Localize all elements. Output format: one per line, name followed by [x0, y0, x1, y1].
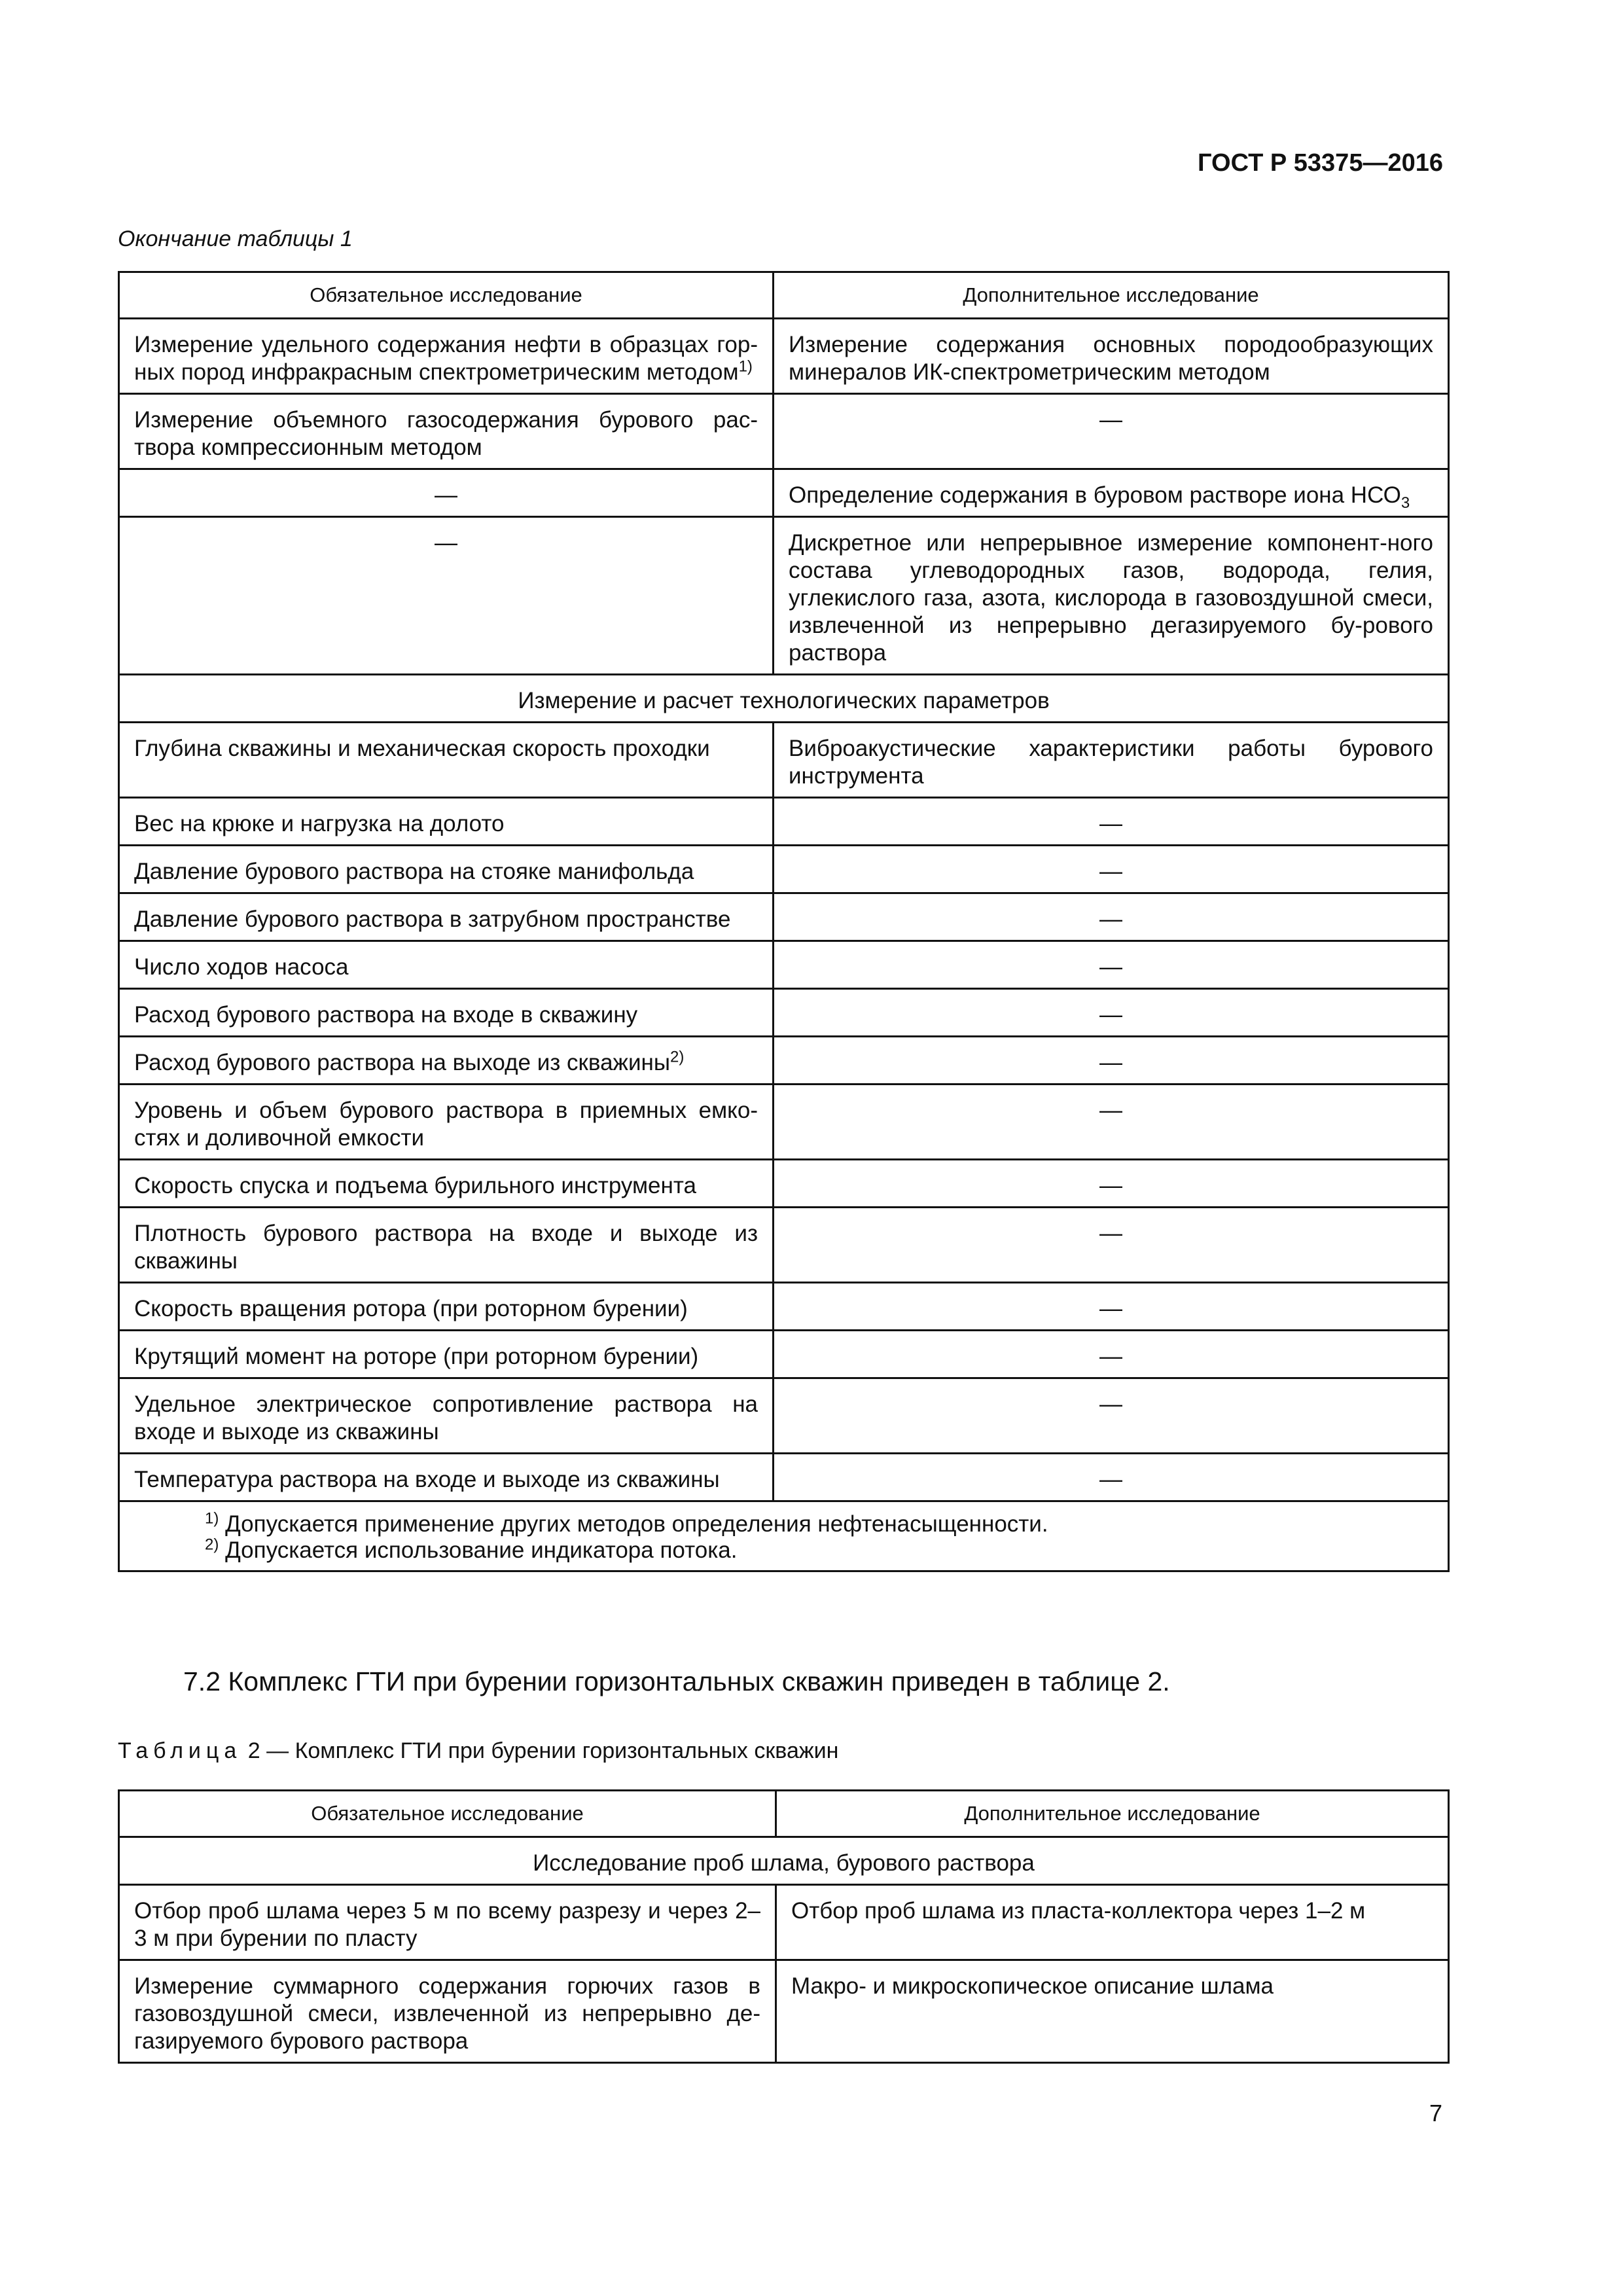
table-row: [119, 1208, 1449, 1283]
table-cell: Скорость спуска и подъема бурильного инструмента: [119, 1160, 774, 1208]
table-row: [119, 1160, 1449, 1208]
table-cell: Измерение суммарного содержания горючих газов в газовоздушной смеси, извлеченной из непрерывно де-газируемого бурового раствора: [119, 1960, 776, 2063]
table1-column-header: Дополнительное исследование: [774, 272, 1449, 319]
table-cell: Вес на крюке и нагрузка на долото: [119, 798, 774, 846]
table-row: [119, 1454, 1449, 1501]
table-row: [119, 723, 1449, 798]
table-cell: —: [774, 989, 1449, 1037]
table-cell: Уровень и объем бурового раствора в приемных емко-стях и доливочной емкости: [119, 1085, 774, 1160]
table-cell: —: [774, 893, 1449, 941]
table-cell: Температура раствора на входе и выходе из скважины: [119, 1454, 774, 1501]
table-cell: Давление бурового раствора на стояке манифольда: [119, 846, 774, 893]
footnote: $^{2)}$ Допускается использование индикатора потока.: [205, 1535, 738, 1563]
table-row: [119, 798, 1449, 846]
table-cell: Дискретное или непрерывное измерение компонент-ного состава углеводородных газов, водорода, гелия, углекислого газа, азота, кислорода в газовоздушной смеси, извлеченной из непрерывно дегазируемого бу-рового раствора: [774, 517, 1449, 675]
table-row: [119, 893, 1449, 941]
table-section-heading: Измерение и расчет технологических параметров: [119, 675, 1449, 723]
table2-header-row: [119, 1791, 1449, 1837]
table1-caption: Окончание таблицы 1: [118, 226, 353, 251]
table-cell: Давление бурового раствора в затрубном пространстве: [119, 893, 774, 941]
table-cell: Плотность бурового раствора на входе и выходе из скважины: [119, 1208, 774, 1283]
table-cell: Глубина скважины и механическая скорость проходки: [119, 723, 774, 798]
table-row: [119, 517, 1449, 675]
table-row: [119, 1331, 1449, 1378]
table-row: [119, 1085, 1449, 1160]
table-row: [119, 989, 1449, 1037]
standard-number: ГОСТ Р 53375—2016: [1198, 149, 1443, 177]
table1-column-header: Обязательное исследование: [119, 272, 774, 319]
table1: [118, 271, 1450, 1572]
footnote: $^{1)}$ Допускается применение других методов определения нефтенасыщенности.: [205, 1509, 1048, 1537]
table-row: [119, 1378, 1449, 1454]
table-cell: Скорость вращения ротора (при роторном бурении): [119, 1283, 774, 1331]
table-cell: —: [119, 469, 774, 517]
table-section-heading: Исследование проб шлама, бурового раствора: [119, 1837, 1449, 1885]
table-cell: —: [774, 1085, 1449, 1160]
table-cell: —: [774, 1331, 1449, 1378]
table-row: [119, 469, 1449, 517]
table-cell: —: [774, 1160, 1449, 1208]
table-cell: —: [774, 846, 1449, 893]
table-row: [119, 394, 1449, 469]
table-cell: Отбор проб шлама из пласта-коллектора через 1–2 м: [776, 1885, 1449, 1960]
table-cell: Расход бурового раствора на выходе из скважины$^{2)}$: [119, 1037, 774, 1085]
table-footnotes-row: [119, 1501, 1449, 1571]
table-cell: Макро- и микроскопическое описание шлама: [776, 1960, 1449, 2063]
table-footnotes: [119, 1501, 1449, 1571]
table-row: [119, 941, 1449, 989]
table-row: [119, 1960, 1449, 2063]
table2-caption: Таблица 2 — Комплекс ГТИ при бурении горизонтальных скважин: [118, 1738, 839, 1763]
table-cell: Определение содержания в буровом растворе иона $НСО_3$: [774, 469, 1449, 517]
section-paragraph: 7.2 Комплекс ГТИ при бурении горизонтальных скважин приведен в таблице 2.: [183, 1666, 1170, 1696]
page-number: 7: [1429, 2100, 1442, 2126]
table-cell: Расход бурового раствора на входе в скважину: [119, 989, 774, 1037]
table-cell: Крутящий момент на роторе (при роторном бурении): [119, 1331, 774, 1378]
table-cell: Измерение содержания основных породообразующих минералов ИК-спектрометрическим методом: [774, 319, 1449, 394]
table-row: [119, 846, 1449, 893]
table-cell: —: [774, 1378, 1449, 1454]
table2: [118, 1789, 1450, 2064]
table-cell: Виброакустические характеристики работы бурового инструмента: [774, 723, 1449, 798]
table-section-row: [119, 1837, 1449, 1885]
table-row: [119, 1283, 1449, 1331]
table-cell: —: [774, 1454, 1449, 1501]
table-row: [119, 1037, 1449, 1085]
table2-column-header: Дополнительное исследование: [776, 1791, 1449, 1837]
table-cell: —: [774, 798, 1449, 846]
table2-column-header: Обязательное исследование: [119, 1791, 776, 1837]
table1-header-row: [119, 272, 1449, 319]
table-cell: —: [774, 941, 1449, 989]
table-cell: —: [774, 394, 1449, 469]
table-cell: Измерение удельного содержания нефти в образцах гор-ных пород инфракрасным спектрометрическим методом$^{1)}$: [119, 319, 774, 394]
table-row: [119, 319, 1449, 394]
table-cell: Число ходов насоса: [119, 941, 774, 989]
table-cell: —: [119, 517, 774, 675]
table-cell: —: [774, 1208, 1449, 1283]
table-row: [119, 1885, 1449, 1960]
table-cell: Удельное электрическое сопротивление раствора на входе и выходе из скважины: [119, 1378, 774, 1454]
table-cell: Измерение объемного газосодержания бурового рас-твора компрессионным методом: [119, 394, 774, 469]
table-cell: —: [774, 1283, 1449, 1331]
table-cell: Отбор проб шлама через 5 м по всему разрезу и через 2–3 м при бурении по пласту: [119, 1885, 776, 1960]
table-cell: —: [774, 1037, 1449, 1085]
table-section-row: [119, 675, 1449, 723]
